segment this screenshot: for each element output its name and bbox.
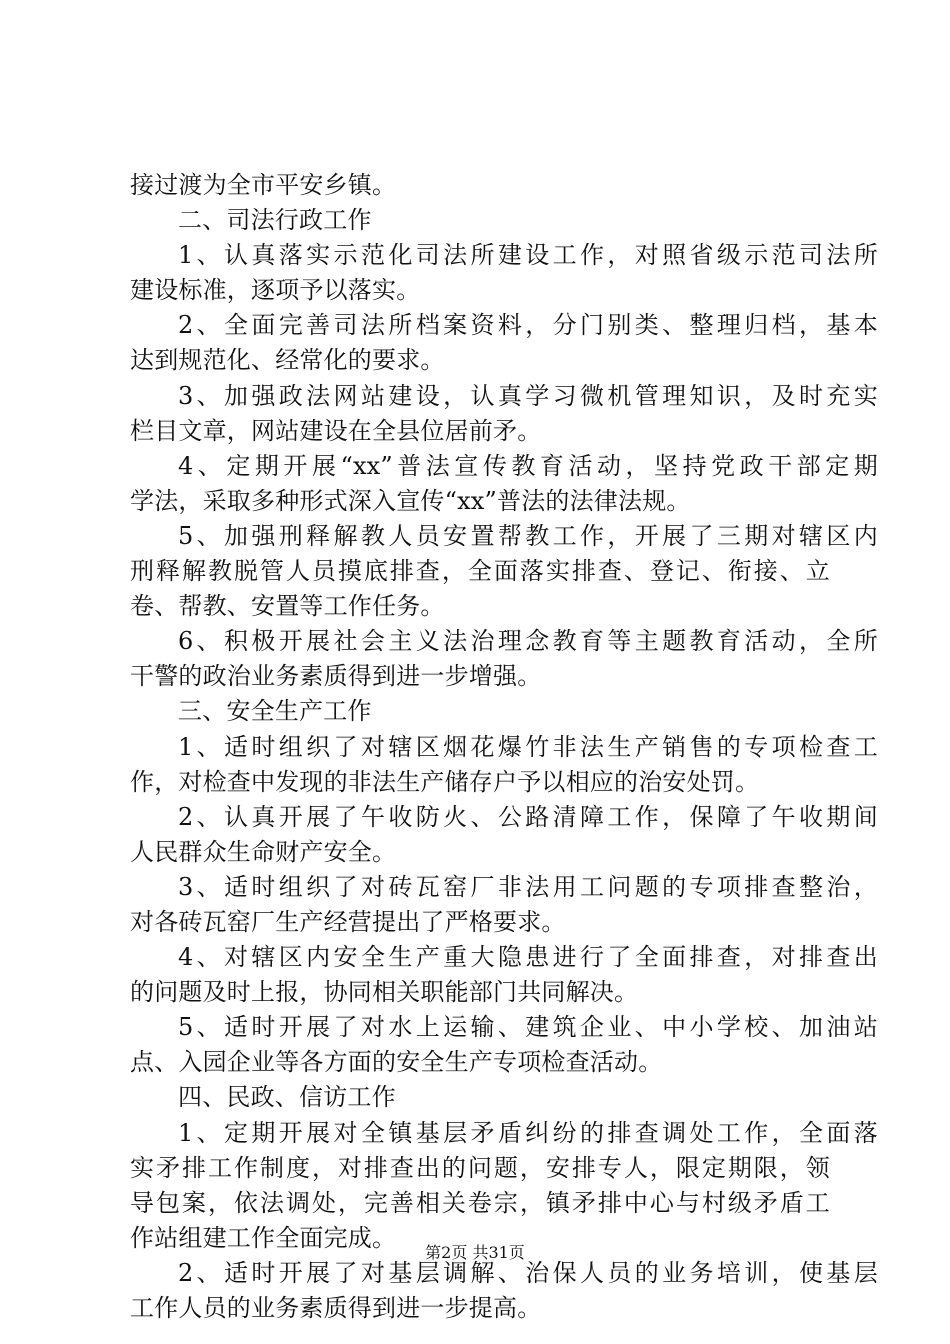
text-line: 1、适时组织了对辖区烟花爆竹非法生产销售的专项检查工 bbox=[178, 732, 878, 761]
text-line: 的问题及时上报，协同相关职能部门共同解决。 bbox=[130, 978, 639, 1007]
document-body bbox=[130, 168, 878, 1326]
text-line: 工作人员的业务素质得到进一步提高。 bbox=[130, 1294, 542, 1322]
text-line: 作，对检查中发现的非法生产储存户予以相应的治安处罚。 bbox=[130, 767, 760, 796]
text-line: 干警的政治业务素质得到进一步增强。 bbox=[130, 662, 542, 691]
text-line: 作站组建工作全面完成。 bbox=[130, 1223, 397, 1252]
section-heading: 二、司法行政工作 bbox=[178, 206, 372, 235]
text-line: 建设标准，逐项予以落实。 bbox=[130, 276, 421, 305]
text-line: 达到规范化、经常化的要求。 bbox=[130, 346, 445, 375]
text-line: 学法，采取多种形式深入宣传“xx”普法的法律法规。 bbox=[130, 486, 691, 515]
text-line: 3、加强政法网站建设，认真学习微机管理知识，及时充实 bbox=[178, 381, 878, 410]
text-line: 4、对辖区内安全生产重大隐患进行了全面排查，对排查出 bbox=[178, 943, 878, 972]
text-line: 5、适时开展了对水上运输、建筑企业、中小学校、加油站 bbox=[178, 1013, 878, 1042]
text-line: 刑释解教脱管人员摸底排查，全面落实排查、登记、衔接、立 bbox=[130, 557, 830, 586]
text-line: 接过渡为全市平安乡镇。 bbox=[130, 171, 397, 199]
text-line: 导包案，依法调处，完善相关卷宗，镇矛排中心与村级矛盾工 bbox=[130, 1188, 830, 1217]
text-line: 4、定期开展“xx”普法宣传教育活动，坚持党政干部定期 bbox=[178, 451, 878, 480]
text-line: 2、适时开展了对基层调解、治保人员的业务培训，使基层 bbox=[178, 1258, 878, 1287]
text-line: 5、加强刑释解教人员安置帮教工作，开展了三期对辖区内 bbox=[178, 521, 878, 550]
text-line: 1、认真落实示范化司法所建设工作，对照省级示范司法所 bbox=[178, 241, 878, 270]
text-line: 实矛排工作制度，对排查出的问题，安排专人，限定期限，领 bbox=[130, 1153, 830, 1182]
text-line: 对各砖瓦窑厂生产经营提出了严格要求。 bbox=[130, 907, 566, 936]
section-heading: 三、安全生产工作 bbox=[178, 697, 372, 726]
text-line: 栏目文章，网站建设在全县位居前矛。 bbox=[130, 416, 542, 445]
text-line: 6、积极开展社会主义法治理念教育等主题教育活动，全所 bbox=[178, 627, 878, 656]
text-line: 1、定期开展对全镇基层矛盾纠纷的排查调处工作，全面落 bbox=[178, 1118, 878, 1147]
text-line: 2、全面完善司法所档案资料，分门别类、整理归档，基本 bbox=[178, 311, 878, 340]
text-line: 卷、帮教、安置等工作任务。 bbox=[130, 592, 445, 621]
text-line: 人民群众生命财产安全。 bbox=[130, 837, 397, 866]
text-line: 点、入园企业等各方面的安全生产专项检查活动。 bbox=[130, 1048, 663, 1077]
page-number-footer: 第2页 共31页 bbox=[425, 1243, 525, 1262]
text-line: 3、适时组织了对砖瓦窑厂非法用工问题的专项排查整治， bbox=[178, 872, 878, 901]
text-line: 2、认真开展了午收防火、公路清障工作，保障了午收期间 bbox=[178, 802, 878, 831]
section-heading: 四、民政、信访工作 bbox=[178, 1083, 396, 1112]
